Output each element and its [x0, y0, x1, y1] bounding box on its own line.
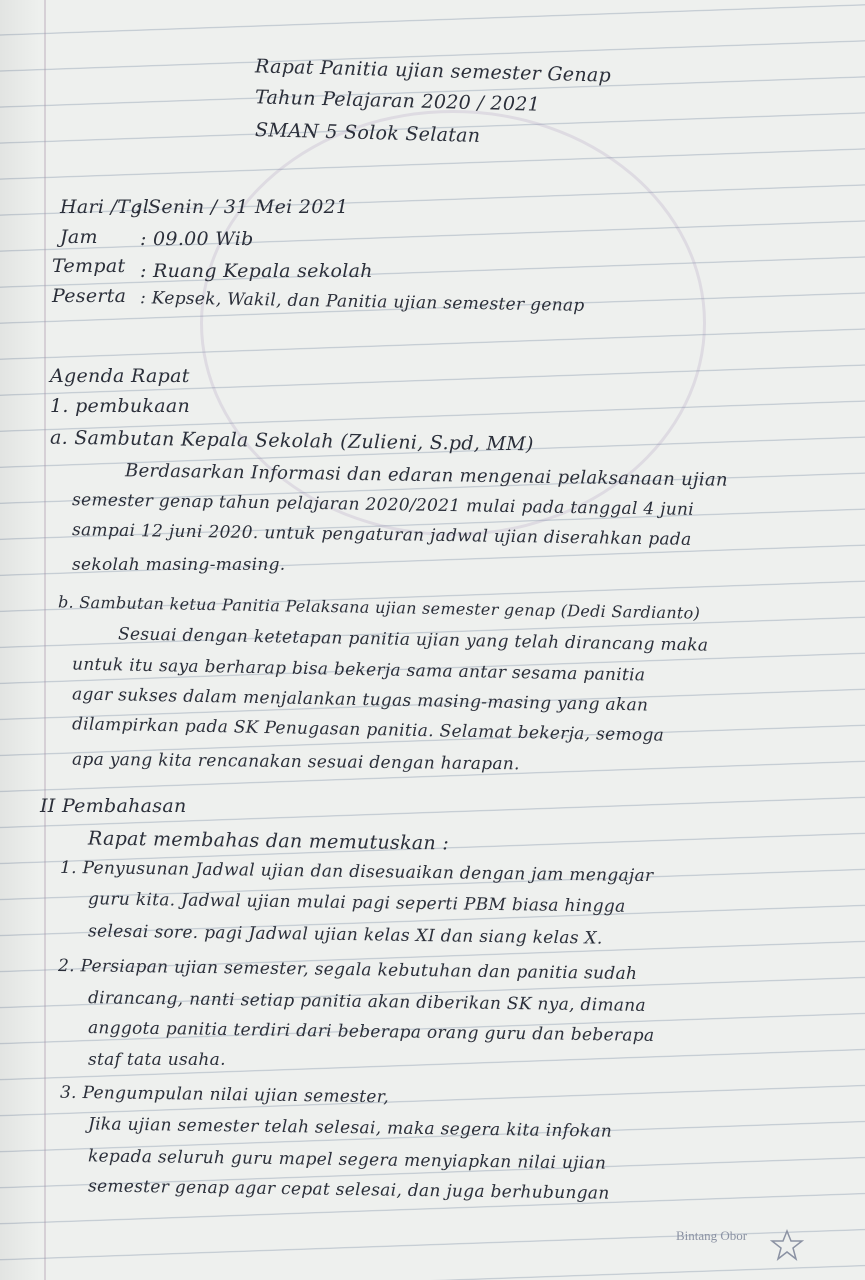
tempat-value: : Ruang Kepala sekolah: [140, 260, 373, 282]
jam-value: : 09.00 Wib: [140, 228, 254, 250]
jam-label: Jam: [60, 226, 98, 248]
section-b-line: untuk itu saya berharap bisa bekerja sama antar sesama panitia: [71, 654, 646, 686]
hari-label: Hari /Tgl: [60, 196, 150, 218]
tempat-label: Tempat: [52, 255, 126, 277]
section-a-line: sekolah masing-masing.: [72, 555, 286, 575]
section-b-line: Sesuai dengan ketetapan panitia ujian yang telah dirancang maka: [117, 624, 709, 656]
agenda-item-1: 1. pembukaan: [50, 395, 190, 417]
section-b-line: agar sukses dalam menjalankan tugas masing-masing yang akan: [71, 684, 649, 716]
pembahasan-intro: Rapat membahas dan memutuskan :: [87, 827, 450, 855]
point-2-line: staf tata usaha.: [88, 1050, 226, 1070]
agenda-title: Agenda Rapat: [50, 365, 190, 387]
section-b-line: apa yang kita rencanakan sesuai dengan harapan.: [71, 749, 520, 775]
brand-label: Bintang Obor: [676, 1228, 748, 1243]
star-logo-icon: [770, 1228, 804, 1262]
point-3-line: 3. Pengumpulan nilai ujian semester,: [59, 1082, 390, 1108]
point-3-line: Jika ujian semester telah selesai, maka segera kita infokan: [87, 1114, 613, 1142]
section-a-line: sampai 12 juni 2020. untuk pengaturan jadwal ujian diserahkan pada: [71, 520, 692, 550]
school-year: Tahun Pelajaran 2020 / 2021: [254, 86, 541, 116]
point-3-line: semester genap agar cepat selesai, dan juga berhubungan: [87, 1176, 610, 1204]
peserta-label: Peserta: [52, 285, 127, 307]
school-name: SMAN 5 Solok Selatan: [254, 119, 481, 147]
point-2-line: anggota panitia terdiri dari beberapa orang guru dan beberapa: [87, 1018, 655, 1046]
point-1-line: guru kita. Jadwal ujian mulai pagi seperti PBM biasa hingga: [87, 889, 626, 917]
section-b-line: dilampirkan pada SK Penugasan panitia. Selamat bekerja, semoga: [71, 714, 665, 746]
point-2-line: dirancang, nanti setiap panitia akan diberikan SK nya, dimana: [87, 988, 647, 1016]
point-1-line: selesai sore. pagi Jadwal ujian kelas XI dan siang kelas X.: [87, 921, 603, 949]
margin-line: [44, 0, 46, 1280]
meeting-title: Rapat Panitia ujian semester Genap: [254, 55, 612, 87]
point-1-line: 1. Penyusunan Jadwal ujian dan disesuaikan dengan jam mengajar: [59, 857, 654, 887]
point-3-line: kepada seluruh guru mapel segera menyiapkan nilai ujian: [87, 1146, 607, 1174]
peserta-value: : Kepsek, Wakil, dan Panitia ujian semester genap: [139, 288, 585, 316]
pembahasan-title: II Pembahasan: [40, 795, 187, 817]
section-a-line: semester genap tahun pelajaran 2020/2021 mulai pada tanggal 4 juni: [71, 490, 695, 520]
point-2-line: 2. Persiapan ujian semester, segala kebutuhan dan panitia sudah: [57, 955, 638, 985]
section-b-title: b. Sambutan ketua Panitia Pelaksana ujian semester genap (Dedi Sardianto): [57, 592, 701, 623]
section-a-line: Berdasarkan Informasi dan edaran mengenai pelaksanaan ujian: [124, 460, 729, 491]
hari-value: : Senin / 31 Mei 2021: [135, 196, 349, 218]
section-a-title: a. Sambutan Kepala Sekolah (Zulieni, S.pd, MM): [49, 426, 534, 456]
